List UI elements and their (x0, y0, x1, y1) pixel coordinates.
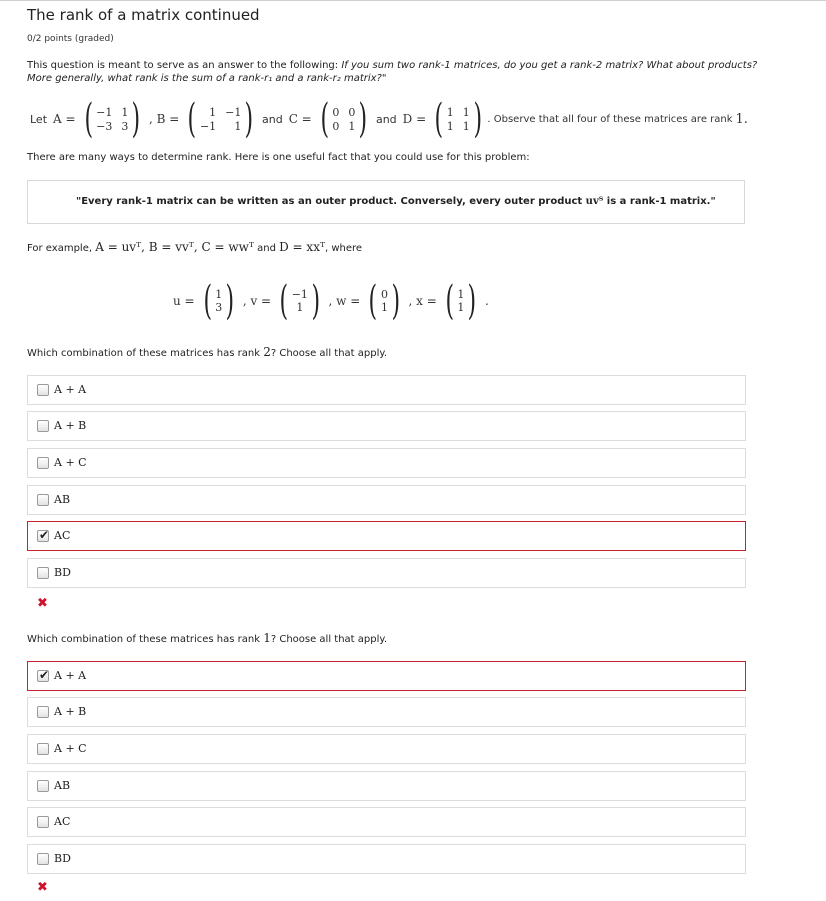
matrix-definitions (27, 97, 817, 141)
matrix-d-cell: 1 (446, 119, 454, 133)
matrix-d-cell: 1 (462, 119, 470, 133)
example-and: and (257, 243, 276, 254)
fact-math: uvᵀ (585, 196, 604, 207)
vector-v-cell: 1 (296, 301, 304, 314)
vector-u-cell: 1 (215, 288, 223, 301)
matrix-c-cell: 1 (348, 119, 356, 133)
part1-option-bd[interactable] (27, 558, 746, 588)
checkbox[interactable] (37, 567, 49, 579)
vector-x-name: , x = (408, 294, 437, 308)
part1-prompt-post: ? Choose all that apply. (270, 348, 388, 359)
vector-definitions (170, 280, 492, 322)
intro-text: This question is meant to serve as an answer to the following: (27, 60, 342, 71)
matrix-b-cell: −1 (225, 105, 242, 119)
problem-title: The rank of a matrix continued (27, 6, 260, 24)
vector-u: ( 1 3 ) (203, 278, 235, 324)
example-pre: For example, (27, 243, 93, 254)
checkbox[interactable] (37, 853, 49, 865)
vector-x: ( 1 1 ) (445, 278, 477, 324)
checkbox[interactable] (37, 457, 49, 469)
checkbox[interactable] (37, 530, 49, 542)
checkbox[interactable] (37, 743, 49, 755)
part1-option-a-plus-b[interactable] (27, 411, 746, 441)
incorrect-x-icon: ✖ (37, 880, 48, 895)
part2-prompt (27, 631, 387, 645)
part1-option-a-plus-a[interactable] (27, 375, 746, 405)
checkbox[interactable] (37, 494, 49, 506)
check-icon: ✔ (39, 528, 50, 542)
option-label: A + B (54, 419, 87, 432)
let-text: Let (30, 112, 48, 126)
checkbox[interactable] (37, 670, 49, 682)
intro-quote: If you sum two rank-1 matrices, do you get a rank-2 matrix? What about products? More generally, what rank is the sum of a rank-r₁ and a rank-r₂ matrix?" (27, 60, 758, 84)
matrix-a: ( −1 1 −3 3 ) (84, 96, 141, 142)
vector-u-name: u = (173, 294, 195, 308)
option-label: AB (54, 493, 71, 506)
check-icon: ✔ (39, 668, 50, 682)
checkbox[interactable] (37, 706, 49, 718)
part2-option-a-plus-b[interactable] (27, 697, 746, 727)
and-text: and (375, 112, 397, 126)
matrix-a-name: A = (53, 112, 76, 126)
matrix-c-cell: 0 (332, 119, 340, 133)
vector-v-cell: −1 (291, 288, 308, 301)
vector-u-cell: 3 (215, 301, 223, 314)
fact-post: is a rank-1 matrix." (606, 196, 716, 207)
fact-pre: "Every rank-1 matrix can be written as an outer product. Conversely, every outer product (76, 196, 583, 207)
observe-rank: 1. (735, 111, 748, 127)
matrix-d-cell: 1 (462, 105, 470, 119)
top-divider (0, 0, 826, 1)
matrix-c: ( 0 0 0 1 ) (320, 96, 368, 142)
option-label: BD (54, 852, 71, 865)
observe-text: . Observe that all four of these matrices are rank (487, 113, 733, 125)
vector-w: ( 0 1 ) (368, 278, 401, 324)
matrix-a-cell: −1 (96, 105, 113, 119)
vector-w-cell: 1 (380, 301, 388, 314)
checkbox[interactable] (37, 816, 49, 828)
matrix-d-name: D = (402, 112, 427, 126)
part2-option-bd[interactable] (27, 844, 746, 874)
matrix-a-cell: 3 (121, 119, 129, 133)
part2-option-ac[interactable] (27, 807, 746, 837)
fact-box (27, 180, 745, 224)
vector-v-name: , v = (242, 294, 272, 308)
option-label: A + C (54, 456, 87, 469)
vector-x-cell: 1 (457, 288, 465, 301)
matrix-b: ( 1 −1 −1 1 ) (187, 96, 254, 142)
example-math: A = uvᵀ, B = vvᵀ, C = wwᵀ (95, 240, 254, 254)
part1-option-a-plus-c[interactable] (27, 448, 746, 478)
matrix-c-name: C = (288, 112, 312, 126)
and-text: and (261, 112, 283, 126)
vector-w-cell: 0 (380, 288, 388, 301)
part2-rank: 1 (263, 631, 271, 645)
part1-option-ab[interactable] (27, 485, 746, 515)
vector-x-cell: 1 (457, 301, 465, 314)
part1-option-ac[interactable] (27, 521, 746, 551)
checkbox[interactable] (37, 384, 49, 396)
checkbox[interactable] (37, 420, 49, 432)
option-label: A + C (54, 742, 87, 755)
matrix-a-cell: 1 (121, 105, 129, 119)
matrix-b-cell: 1 (234, 119, 242, 133)
matrix-b-cell: 1 (209, 105, 217, 119)
example-where: , where (325, 243, 363, 254)
part2-prompt-pre: Which combination of these matrices has rank (27, 634, 261, 645)
option-label: A + B (54, 705, 87, 718)
incorrect-x-icon: ✖ (37, 596, 48, 611)
vector-v: ( −1 1 ) (279, 278, 321, 324)
example-math2: D = xxᵀ (279, 240, 326, 254)
part2-option-ab[interactable] (27, 771, 746, 801)
end-dot: . (485, 294, 489, 308)
part2-option-a-plus-a[interactable] (27, 661, 746, 691)
part1-prompt-pre: Which combination of these matrices has rank (27, 348, 261, 359)
example-line (27, 240, 362, 254)
matrix-d-cell: 1 (446, 105, 454, 119)
option-label: A + A (54, 669, 87, 682)
option-label: BD (54, 566, 71, 579)
checkbox[interactable] (37, 780, 49, 792)
part2-prompt-post: ? Choose all that apply. (270, 634, 388, 645)
matrix-c-cell: 0 (348, 105, 356, 119)
part1-prompt (27, 345, 387, 359)
matrix-c-cell: 0 (332, 105, 340, 119)
fact-text (76, 196, 716, 207)
many-ways-text: There are many ways to determine rank. Here is one useful fact that you could use for this problem: (27, 152, 530, 163)
option-label: AC (54, 529, 71, 542)
matrix-b-name: , B = (149, 112, 180, 126)
option-label: A + A (54, 383, 87, 396)
option-label: AB (54, 779, 71, 792)
matrix-a-cell: −3 (96, 119, 113, 133)
part2-option-a-plus-c[interactable] (27, 734, 746, 764)
question-intro (27, 59, 767, 85)
part1-rank: 2 (263, 345, 271, 359)
matrix-b-cell: −1 (199, 119, 217, 133)
matrix-d: ( 1 1 1 1 ) (434, 96, 482, 142)
vector-w-name: , w = (328, 294, 361, 308)
option-label: AC (54, 815, 71, 828)
points-status: 0/2 points (graded) (27, 34, 114, 44)
